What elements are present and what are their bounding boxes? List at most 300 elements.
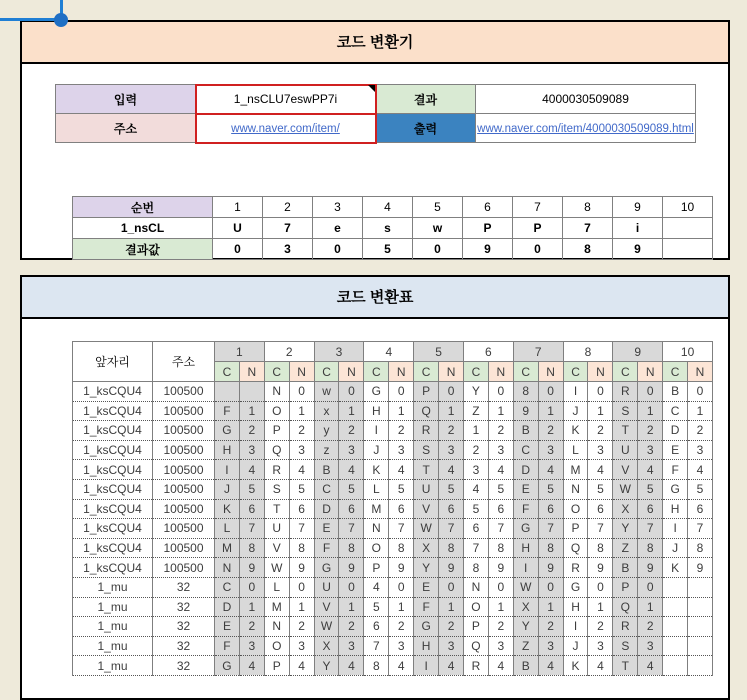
cell-n-5: 2 <box>439 421 464 441</box>
cell-n-8: 0 <box>588 577 613 597</box>
cell-c-3: B <box>314 460 339 480</box>
cell-c-3: C <box>314 479 339 499</box>
cell-n-2: 6 <box>289 499 314 519</box>
cell-c-6: P <box>463 617 488 637</box>
seq-index-5: 5 <box>413 197 463 218</box>
cell-c-3: y <box>314 421 339 441</box>
cell-n-3: 2 <box>339 617 364 637</box>
cell-n-9: 8 <box>638 538 663 558</box>
row-prefix: 1_ksCQU4 <box>73 499 153 519</box>
header-n-10: N <box>688 362 713 382</box>
cell-n-4: 4 <box>389 656 414 676</box>
header-index-4: 4 <box>364 342 414 362</box>
cell-n-5: 0 <box>439 382 464 402</box>
cell-n-6: 3 <box>488 636 513 656</box>
cell-c-6: 3 <box>463 460 488 480</box>
cell-c-1 <box>215 382 240 402</box>
cell-n-3: 9 <box>339 558 364 578</box>
cell-c-10: G <box>663 479 688 499</box>
cell-n-7: 8 <box>538 538 563 558</box>
cell-n-1: 2 <box>239 617 264 637</box>
row-prefix: 1_mu <box>73 636 153 656</box>
output-link[interactable]: www.naver.com/item/4000030509089.html <box>477 123 694 135</box>
row-prefix: 1_mu <box>73 617 153 637</box>
cell-n-9: 3 <box>638 440 663 460</box>
row-prefix: 1_mu <box>73 656 153 676</box>
cell-n-7: 5 <box>538 479 563 499</box>
cell-c-7: 8 <box>513 382 538 402</box>
cell-n-7: 4 <box>538 460 563 480</box>
table-row <box>73 636 713 656</box>
cell-n-5: 4 <box>439 656 464 676</box>
cell-c-2: P <box>264 656 289 676</box>
cell-c-2: S <box>264 479 289 499</box>
cell-c-2: L <box>264 577 289 597</box>
header-c-1: C <box>215 362 240 382</box>
cell-c-1: D <box>215 597 240 617</box>
cell-c-1: G <box>215 656 240 676</box>
cell-n-8: 8 <box>588 538 613 558</box>
header-index-8: 8 <box>563 342 613 362</box>
row-address: 32 <box>153 597 215 617</box>
row-address: 100500 <box>153 519 215 539</box>
output-value-cell <box>476 114 696 143</box>
cell-c-4: P <box>364 558 389 578</box>
seq-index-4: 4 <box>363 197 413 218</box>
cell-n-10: 5 <box>688 479 713 499</box>
comment-marker-icon <box>368 85 375 92</box>
sequence-row-label: 결과값 <box>73 239 213 260</box>
cell-c-5: I <box>414 656 439 676</box>
cell-c-8: L <box>563 440 588 460</box>
row-address: 32 <box>153 617 215 637</box>
cell-n-9: 4 <box>638 460 663 480</box>
cell-c-8: I <box>563 617 588 637</box>
cursor-crosshair-horizontal <box>0 18 62 21</box>
cell-n-2: 0 <box>289 577 314 597</box>
cell-c-4: 7 <box>364 636 389 656</box>
cell-c-5: E <box>414 577 439 597</box>
cell-n-8: 2 <box>588 421 613 441</box>
cell-c-10 <box>663 597 688 617</box>
cell-n-6: 1 <box>488 597 513 617</box>
header-n-6: N <box>488 362 513 382</box>
cell-c-8: O <box>563 499 588 519</box>
cell-c-8: J <box>563 636 588 656</box>
cell-n-1: 1 <box>239 401 264 421</box>
cell-n-2: 8 <box>289 538 314 558</box>
cell-c-1: M <box>215 538 240 558</box>
cell-c-5: R <box>414 421 439 441</box>
cell-n-9: 2 <box>638 617 663 637</box>
cell-c-3: z <box>314 440 339 460</box>
cell-n-1: 4 <box>239 656 264 676</box>
header-c-8: C <box>563 362 588 382</box>
seq-char-7: P <box>513 218 563 239</box>
cell-c-8: R <box>563 558 588 578</box>
seq-index-3: 3 <box>313 197 363 218</box>
cell-n-7: 0 <box>538 577 563 597</box>
input-value: 1_nsCLU7eswPP7i <box>233 92 338 106</box>
cell-n-5: 5 <box>439 479 464 499</box>
row-address: 100500 <box>153 440 215 460</box>
cell-n-9: 0 <box>638 577 663 597</box>
seq-value-9: 9 <box>613 239 663 260</box>
table-row <box>73 519 713 539</box>
conversion-table-title: 코드 변환표 <box>22 277 728 319</box>
cell-n-10 <box>688 617 713 637</box>
cell-c-9: S <box>613 401 638 421</box>
cell-c-4: N <box>364 519 389 539</box>
cell-c-5: U <box>414 479 439 499</box>
cell-n-7: 6 <box>538 499 563 519</box>
table-row <box>73 421 713 441</box>
cell-n-9: 1 <box>638 401 663 421</box>
cell-c-5: P <box>414 382 439 402</box>
cell-c-7: B <box>513 656 538 676</box>
cell-c-7: E <box>513 479 538 499</box>
cell-c-1: C <box>215 577 240 597</box>
table-row <box>73 401 713 421</box>
cell-c-9: S <box>613 636 638 656</box>
result-label: 결과 <box>376 85 476 114</box>
cell-n-3: 7 <box>339 519 364 539</box>
cell-n-5: 8 <box>439 538 464 558</box>
cell-n-5: 6 <box>439 499 464 519</box>
cell-n-4: 3 <box>389 636 414 656</box>
cell-n-6: 0 <box>488 577 513 597</box>
cell-c-10: E <box>663 440 688 460</box>
cell-c-4: G <box>364 382 389 402</box>
row-prefix: 1_ksCQU4 <box>73 382 153 402</box>
row-prefix: 1_mu <box>73 597 153 617</box>
cell-c-8: G <box>563 577 588 597</box>
row-address: 32 <box>153 577 215 597</box>
cell-c-8: I <box>563 382 588 402</box>
address-value-cell[interactable] <box>196 114 376 143</box>
cell-c-9: Q <box>613 597 638 617</box>
cell-c-8: K <box>563 656 588 676</box>
cell-n-8: 4 <box>588 656 613 676</box>
cell-n-7: 2 <box>538 617 563 637</box>
cell-c-8: M <box>563 460 588 480</box>
cell-c-4: 5 <box>364 597 389 617</box>
cell-c-4: O <box>364 538 389 558</box>
row-prefix: 1_ksCQU4 <box>73 479 153 499</box>
cell-n-3: 0 <box>339 382 364 402</box>
seq-value-2: 3 <box>263 239 313 260</box>
header-n-4: N <box>389 362 414 382</box>
cell-c-9: V <box>613 460 638 480</box>
cell-c-9: B <box>613 558 638 578</box>
cell-n-6: 2 <box>488 617 513 637</box>
cell-c-7: Y <box>513 617 538 637</box>
cell-n-8: 4 <box>588 460 613 480</box>
cell-n-6: 5 <box>488 479 513 499</box>
cell-c-1: H <box>215 440 240 460</box>
cell-c-2: V <box>264 538 289 558</box>
cell-c-2: R <box>264 460 289 480</box>
cell-n-3: 4 <box>339 460 364 480</box>
cell-n-4: 9 <box>389 558 414 578</box>
header-index-9: 9 <box>613 342 663 362</box>
seq-char-1: U <box>213 218 263 239</box>
cell-c-2: T <box>264 499 289 519</box>
converter-title: 코드 변환기 <box>22 22 728 64</box>
header-c-4: C <box>364 362 389 382</box>
cell-c-8: P <box>563 519 588 539</box>
cell-n-9: 3 <box>638 636 663 656</box>
table-row <box>73 538 713 558</box>
header-address: 주소 <box>153 342 215 382</box>
code-converter-panel <box>20 20 730 260</box>
cell-n-8: 3 <box>588 636 613 656</box>
row-address: 100500 <box>153 558 215 578</box>
cell-c-7: C <box>513 440 538 460</box>
cell-c-7: X <box>513 597 538 617</box>
table-row <box>73 656 713 676</box>
cell-n-5: 1 <box>439 597 464 617</box>
header-n-7: N <box>538 362 563 382</box>
cell-n-3: 8 <box>339 538 364 558</box>
seq-char-2: 7 <box>263 218 313 239</box>
cell-n-3: 0 <box>339 577 364 597</box>
cell-c-9: T <box>613 656 638 676</box>
cell-c-2: O <box>264 636 289 656</box>
cell-c-7: G <box>513 519 538 539</box>
cell-c-2: N <box>264 617 289 637</box>
cell-n-5: 2 <box>439 617 464 637</box>
cell-n-3: 1 <box>339 401 364 421</box>
cell-c-10: I <box>663 519 688 539</box>
header-index-1: 1 <box>215 342 265 362</box>
cell-c-5: X <box>414 538 439 558</box>
cell-c-9: Z <box>613 538 638 558</box>
cell-c-4: K <box>364 460 389 480</box>
cell-n-2: 7 <box>289 519 314 539</box>
cell-c-9: X <box>613 499 638 519</box>
cell-n-8: 0 <box>588 382 613 402</box>
cell-n-1: 2 <box>239 421 264 441</box>
output-label: 출력 <box>376 114 476 143</box>
cell-n-8: 9 <box>588 558 613 578</box>
cell-n-7: 1 <box>538 401 563 421</box>
cell-n-4: 4 <box>389 460 414 480</box>
cell-c-4: J <box>364 440 389 460</box>
cell-n-10: 0 <box>688 382 713 402</box>
cell-n-6: 8 <box>488 538 513 558</box>
cell-n-10 <box>688 597 713 617</box>
row-address: 100500 <box>153 538 215 558</box>
sequence-row <box>73 239 713 260</box>
sequence-row <box>73 218 713 239</box>
cell-c-3: D <box>314 499 339 519</box>
cell-n-4: 8 <box>389 538 414 558</box>
seq-index-8: 8 <box>563 197 613 218</box>
cell-c-1: J <box>215 479 240 499</box>
sequence-row-label: 순번 <box>73 197 213 218</box>
cell-n-6: 1 <box>488 401 513 421</box>
cell-n-7: 2 <box>538 421 563 441</box>
header-n-3: N <box>339 362 364 382</box>
table-row <box>73 617 713 637</box>
row-prefix: 1_ksCQU4 <box>73 401 153 421</box>
cell-n-4: 0 <box>389 382 414 402</box>
table-row <box>73 382 713 402</box>
cell-n-10: 2 <box>688 421 713 441</box>
cell-c-1: I <box>215 460 240 480</box>
row-address: 32 <box>153 636 215 656</box>
cell-c-9: P <box>613 577 638 597</box>
header-c-9: C <box>613 362 638 382</box>
cell-n-3: 4 <box>339 656 364 676</box>
cell-n-8: 6 <box>588 499 613 519</box>
cell-n-2: 1 <box>289 597 314 617</box>
cell-c-6: R <box>463 656 488 676</box>
row-address: 100500 <box>153 421 215 441</box>
cell-n-4: 7 <box>389 519 414 539</box>
row-address: 100500 <box>153 401 215 421</box>
seq-char-3: e <box>313 218 363 239</box>
cell-n-9: 0 <box>638 382 663 402</box>
cell-c-3: E <box>314 519 339 539</box>
cell-n-5: 4 <box>439 460 464 480</box>
cell-c-6: O <box>463 597 488 617</box>
cell-c-10: K <box>663 558 688 578</box>
io-row-address <box>56 114 696 143</box>
cell-c-3: w <box>314 382 339 402</box>
cell-n-10: 8 <box>688 538 713 558</box>
cell-c-6: 7 <box>463 538 488 558</box>
sequence-table <box>72 196 713 260</box>
seq-char-6: P <box>463 218 513 239</box>
cell-n-8: 1 <box>588 401 613 421</box>
header-n-8: N <box>588 362 613 382</box>
seq-index-7: 7 <box>513 197 563 218</box>
cell-n-2: 9 <box>289 558 314 578</box>
cell-c-6: 5 <box>463 499 488 519</box>
address-link[interactable]: www.naver.com/item/ <box>231 123 340 135</box>
cell-c-3: x <box>314 401 339 421</box>
cell-c-3: V <box>314 597 339 617</box>
header-index-5: 5 <box>414 342 464 362</box>
cell-n-4: 5 <box>389 479 414 499</box>
cell-n-5: 3 <box>439 440 464 460</box>
row-prefix: 1_ksCQU4 <box>73 558 153 578</box>
conversion-table-wrap <box>72 341 712 676</box>
cell-c-8: N <box>563 479 588 499</box>
cell-c-10: B <box>663 382 688 402</box>
table-row <box>73 577 713 597</box>
cell-c-9: T <box>613 421 638 441</box>
seq-char-10 <box>663 218 713 239</box>
cell-n-1: 6 <box>239 499 264 519</box>
cell-n-1: 0 <box>239 577 264 597</box>
cell-c-3: W <box>314 617 339 637</box>
seq-index-10: 10 <box>663 197 713 218</box>
cell-c-1: F <box>215 401 240 421</box>
cell-c-2: N <box>264 382 289 402</box>
cell-c-5: F <box>414 597 439 617</box>
row-prefix: 1_ksCQU4 <box>73 421 153 441</box>
header-c-10: C <box>663 362 688 382</box>
cell-c-6: 2 <box>463 440 488 460</box>
cell-n-1: 8 <box>239 538 264 558</box>
cell-n-10: 9 <box>688 558 713 578</box>
row-prefix: 1_ksCQU4 <box>73 519 153 539</box>
seq-index-2: 2 <box>263 197 313 218</box>
cell-c-5: H <box>414 636 439 656</box>
row-prefix: 1_ksCQU4 <box>73 460 153 480</box>
cell-n-7: 4 <box>538 656 563 676</box>
cell-c-4: 6 <box>364 617 389 637</box>
cell-c-5: W <box>414 519 439 539</box>
cell-n-8: 5 <box>588 479 613 499</box>
cell-c-10 <box>663 636 688 656</box>
header-c-3: C <box>314 362 339 382</box>
cell-c-3: G <box>314 558 339 578</box>
cell-n-10: 7 <box>688 519 713 539</box>
cell-c-7: D <box>513 460 538 480</box>
cell-c-6: 6 <box>463 519 488 539</box>
cell-c-10 <box>663 577 688 597</box>
seq-value-5: 0 <box>413 239 463 260</box>
input-value-cell[interactable] <box>196 85 376 114</box>
cell-n-9: 6 <box>638 499 663 519</box>
cell-n-7: 3 <box>538 440 563 460</box>
cell-n-7: 9 <box>538 558 563 578</box>
header-n-9: N <box>638 362 663 382</box>
address-label: 주소 <box>56 114 196 143</box>
cell-c-7: 9 <box>513 401 538 421</box>
seq-value-8: 8 <box>563 239 613 260</box>
cell-c-10: C <box>663 401 688 421</box>
cell-n-4: 2 <box>389 617 414 637</box>
cell-c-5: Y <box>414 558 439 578</box>
cell-n-5: 9 <box>439 558 464 578</box>
cell-n-6: 7 <box>488 519 513 539</box>
cell-n-6: 4 <box>488 656 513 676</box>
header-index-7: 7 <box>513 342 563 362</box>
cell-n-9: 5 <box>638 479 663 499</box>
cell-c-6: Y <box>463 382 488 402</box>
cell-n-1: 3 <box>239 636 264 656</box>
seq-value-4: 5 <box>363 239 413 260</box>
cell-n-3: 6 <box>339 499 364 519</box>
cell-n-6: 4 <box>488 460 513 480</box>
cell-c-6: Q <box>463 636 488 656</box>
cell-n-6: 9 <box>488 558 513 578</box>
cell-n-5: 0 <box>439 577 464 597</box>
header-c-7: C <box>513 362 538 382</box>
seq-char-9: i <box>613 218 663 239</box>
cell-c-5: Q <box>414 401 439 421</box>
cell-c-9: W <box>613 479 638 499</box>
cell-n-7: 1 <box>538 597 563 617</box>
cell-n-1: 9 <box>239 558 264 578</box>
cell-c-2: U <box>264 519 289 539</box>
cell-n-2: 2 <box>289 421 314 441</box>
seq-value-10 <box>663 239 713 260</box>
cell-n-8: 1 <box>588 597 613 617</box>
cell-c-1: K <box>215 499 240 519</box>
cell-c-7: I <box>513 558 538 578</box>
cell-c-10: D <box>663 421 688 441</box>
cell-c-4: 4 <box>364 577 389 597</box>
cell-n-1 <box>239 382 264 402</box>
cell-c-8: Q <box>563 538 588 558</box>
code-conversion-table-panel <box>20 275 730 700</box>
